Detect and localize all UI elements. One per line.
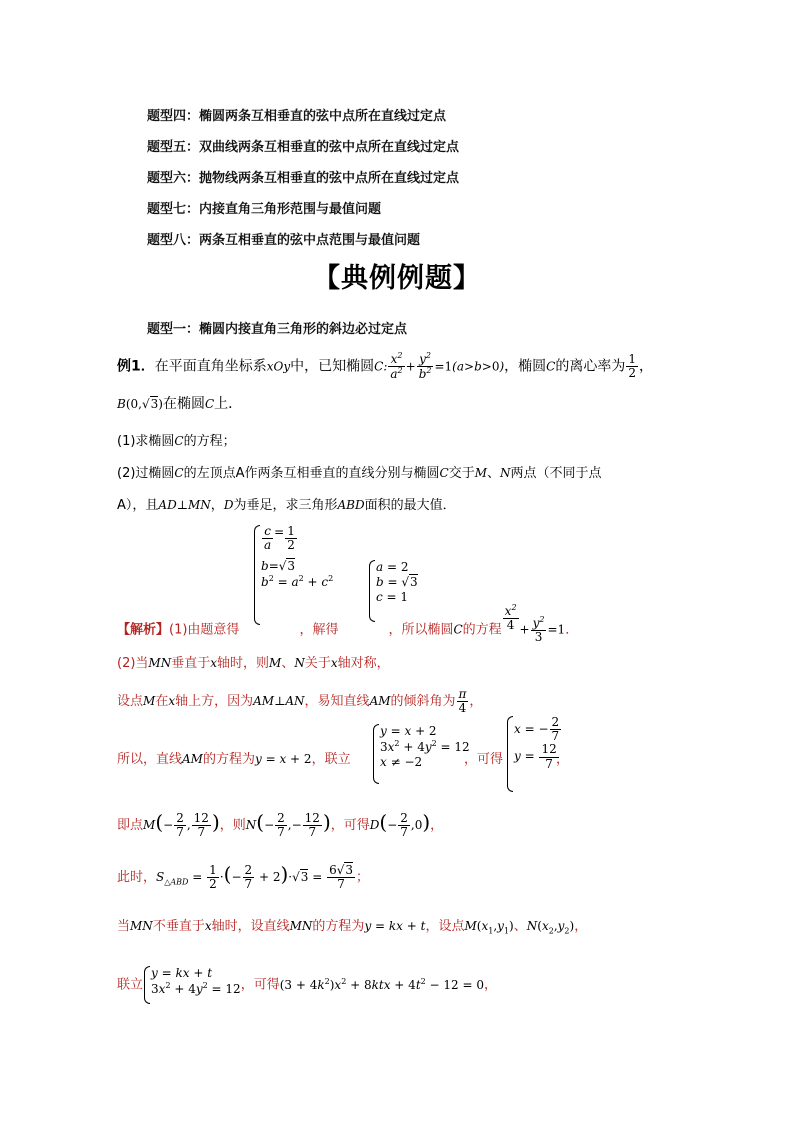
- solution-line-5: 即点M(− $\frac{2}{7}$ , $\frac{12}{7}$ )，则N(− $\frac{2}{7}$ ,− $\frac{12}{7}$ )，可得D(− $\frac{2}{7}$ ,0)，: [117, 810, 444, 839]
- text: 交于: [448, 466, 475, 481]
- text: 轴对称，: [337, 656, 390, 671]
- text: (2)过椭圆: [117, 466, 175, 481]
- example-line-1: 例1．在平面直角坐标系xOy中，已知椭圆C: $\frac{x^2}{a^2}$ + $\frac{y^2}{b^2}$ =1(a>b>0)，椭圆C的离心率为 $\frac{1}{2}$ ，: [117, 351, 653, 382]
- toc-item-8[interactable]: 题型八：两条互相垂直的弦中点范围与最值问题: [147, 233, 421, 248]
- text: 的方程: [462, 622, 502, 638]
- text: ，解得: [299, 622, 339, 638]
- text: (1)由题意得: [169, 622, 240, 638]
- text: ，: [469, 694, 483, 710]
- text: 、: [513, 919, 527, 934]
- solution-label: 【解析】: [117, 622, 170, 638]
- text: 的左顶点A作两条互相垂直的直线分别与椭圆: [183, 466, 440, 481]
- text: 、: [487, 466, 501, 481]
- toc-item-7[interactable]: 题型七：内接直角三角形范围与最值问题: [147, 202, 382, 217]
- text: 面积的最大值．: [364, 498, 456, 513]
- toc-item-6[interactable]: 题型六：抛物线两条互相垂直的弦中点所在直线过定点: [147, 171, 460, 186]
- text: 轴时，设直线: [211, 919, 290, 934]
- text: ，可得: [330, 818, 370, 833]
- text: 当: [117, 919, 131, 934]
- text: ，: [484, 977, 498, 993]
- text: ，所以椭圆: [388, 622, 454, 638]
- text: ，: [574, 919, 588, 934]
- solution-line-4b: [464, 748, 503, 767]
- text: 所以，直线: [117, 752, 183, 767]
- text: 轴上方，因为: [175, 694, 254, 710]
- text: ．: [565, 622, 579, 638]
- equation-system-1: $\frac{c}{a}$ = $\frac{1}{2}$ b=√3 $b^2 = a^2 + c^2$: [253, 525, 333, 625]
- text: 垂直于: [171, 656, 211, 671]
- text: 轴时，则: [217, 656, 270, 671]
- equation-system-3: y = x + 2 $3x^2 + 4y^2 = 12$ x ≠ −2: [372, 724, 470, 784]
- example-line-2: B(0,√3)在椭圆C上．: [117, 396, 243, 412]
- subheading: 题型一：椭圆内接直角三角形的斜边必过定点: [147, 322, 408, 337]
- text: 的方程为: [312, 919, 365, 934]
- question-2: (2)过椭圆C的左顶点A作两条互相垂直的直线分别与椭圆C交于M、N两点（不同于点: [117, 466, 602, 481]
- text: 为垂足，求三角形: [233, 498, 338, 513]
- text: 联立: [117, 977, 144, 993]
- text: ，可得: [464, 752, 504, 767]
- solution-line-7: 当MN不垂直于x轴时，设直线MN的方程为y = kx + t，设点$M(x_1,y_1)$、$N(x_2,y_2)$，: [117, 919, 588, 936]
- text: 的方程为: [202, 752, 255, 767]
- solution-line-6: 此时，$S_{\triangle ABD}$ = $\frac{1}{2}$ ·(− $\frac{2}{7}$ + 2)·√3 = $\frac{6√3}{7}$ ；: [117, 862, 370, 891]
- text: 、: [281, 656, 295, 671]
- text: ；: [356, 870, 370, 885]
- text: 中，已知椭圆: [290, 358, 375, 375]
- text: ，联立: [311, 752, 351, 767]
- example-label: 例1．: [117, 358, 155, 375]
- solution-line-2: (2)当MN垂直于x轴时，则M、N关于x轴对称，: [117, 656, 390, 671]
- text: 的倾斜角为: [390, 694, 456, 710]
- text: ，: [556, 752, 570, 767]
- question-1: (1)求椭圆C的方程；: [117, 434, 236, 449]
- text: 在平面直角坐标系: [154, 358, 267, 375]
- text: 此时，: [117, 870, 157, 885]
- text: 不垂直于: [152, 919, 205, 934]
- text: ，: [430, 818, 444, 833]
- text: 的离心率为: [555, 358, 626, 375]
- toc-item-5[interactable]: 题型五：双曲线两条互相垂直的弦中点所在直线过定点: [147, 140, 460, 155]
- text: A），且: [117, 498, 159, 513]
- section-title: 【典例例题】: [313, 263, 481, 294]
- equation-system-4: x = − $\frac{2}{7}$ y = $\frac{12}{7}$: [506, 716, 562, 792]
- text: ，可得: [240, 977, 280, 993]
- text: (2)当: [117, 656, 149, 671]
- text: 在: [155, 694, 169, 710]
- text: 在椭圆: [162, 396, 205, 412]
- text: 设点: [117, 694, 144, 710]
- solution-line-8: 联立 y = kx + t $3x^2 + 4y^2 = 12$ ，可得$(3 + 4k^2)x^2 + 8ktx + 4t^2 - 12 = 0$，: [117, 966, 497, 1004]
- solution-line-4: 所以，直线AM的方程为y = x + 2，联立: [117, 752, 351, 767]
- text: ，易知直线: [304, 694, 370, 710]
- text: 上．: [214, 396, 243, 412]
- text: 两点（不同于点: [510, 466, 602, 481]
- solution-line-1: 【解析】(1)由题意得 ，解得 ，所以椭圆C的方程 $\frac{x^2}{4}$ + $\frac{y^2}{3}$ =1．: [117, 603, 579, 645]
- text: ，: [210, 498, 224, 513]
- text: (1)求椭圆: [117, 434, 175, 449]
- text: 关于: [304, 656, 331, 671]
- text: 即点: [117, 818, 144, 833]
- solution-line-4c: [556, 748, 569, 767]
- toc-item-4[interactable]: 题型四：椭圆两条互相垂直的弦中点所在直线过定点: [147, 109, 447, 124]
- text: ，设点: [425, 919, 465, 934]
- text: 的方程；: [183, 434, 236, 449]
- equation-system-2: a = 2 b = √3 c = 1: [368, 560, 418, 622]
- text: ，则: [219, 818, 246, 833]
- text: ，椭圆: [504, 358, 547, 375]
- question-2-cont: A），且AD⊥MN，D为垂足，求三角形ABD面积的最大值．: [117, 498, 456, 513]
- solution-line-3: 设点M在x轴上方，因为AM⊥AN，易知直线AM的倾斜角为 $\frac{\pi}{4}$ ，: [117, 687, 483, 716]
